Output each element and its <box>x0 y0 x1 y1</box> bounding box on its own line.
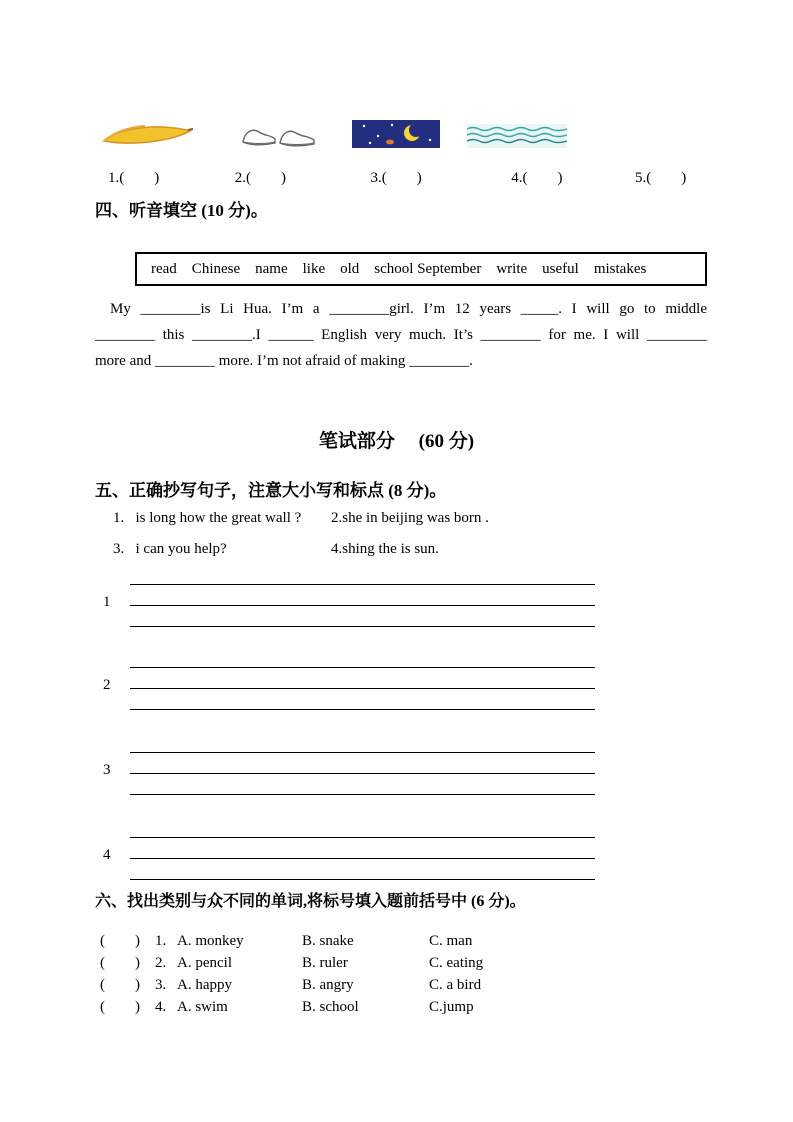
section6-title: 六、找出类别与众不同的单词,将标号填入题前括号中 (6 分)。 <box>95 893 526 910</box>
answer-slot-2: 2.( ) <box>234 170 286 186</box>
writing-lines <box>130 752 595 795</box>
option-c: C.jump <box>429 999 474 1015</box>
copy-lines-group-3 <box>103 752 595 795</box>
odd-one-out-row-3 <box>100 977 481 994</box>
copy-lines-group-2 <box>103 667 595 710</box>
writing-line <box>130 858 595 879</box>
writing-line <box>130 667 595 688</box>
sentence-3: 3. i can you help? <box>113 541 227 557</box>
writing-line <box>130 794 595 795</box>
row-number: 3. <box>155 977 167 993</box>
sentence-1: 1. is long how the great wall ? <box>113 510 302 526</box>
odd-one-out-row-2 <box>100 955 483 972</box>
section5-sentences-row-2 <box>113 541 439 558</box>
cloze-line-2: ________ this ________.I ______ English very much. It’s ________ for me. I will ________ <box>95 327 707 343</box>
answer-paren: ( ) <box>100 977 140 993</box>
option-c: C. a bird <box>429 977 482 993</box>
writing-line <box>130 709 595 710</box>
option-a: A. pencil <box>177 955 232 971</box>
sentence-2: 2.she in beijing was born . <box>331 510 489 526</box>
answer-paren: ( ) <box>100 999 140 1015</box>
answer-slot-5: 5.( ) <box>635 170 687 186</box>
copy-group-number-2: 2 <box>103 677 111 693</box>
option-c: C. man <box>429 933 473 949</box>
answer-paren: ( ) <box>100 955 140 971</box>
word-bank-box: read Chinese name like old school September write useful mistakes <box>135 252 707 286</box>
copy-group-number-3: 3 <box>103 762 111 778</box>
answer-slot-4: 4.( ) <box>511 170 563 186</box>
writing-line <box>130 626 595 627</box>
option-b: B. ruler <box>302 955 348 971</box>
writing-line <box>130 688 595 709</box>
writing-line <box>130 773 595 794</box>
answer-slot-3: 3.( ) <box>370 170 422 186</box>
option-b: B. angry <box>302 977 354 993</box>
copy-lines-group-4 <box>103 837 595 880</box>
night-sky-picture-icon <box>352 120 440 148</box>
option-a: A. swim <box>177 999 228 1015</box>
answer-slot-1: 1.( ) <box>108 170 160 186</box>
banana-picture-icon <box>100 122 195 148</box>
row-number: 1. <box>155 933 167 949</box>
section5-title: 五、正确抄写句子，注意大小写和标点 (8 分)。 <box>95 481 447 500</box>
listening-pictures-row <box>100 120 567 148</box>
writing-line <box>130 752 595 773</box>
option-a: A. happy <box>177 977 232 993</box>
writing-lines <box>130 584 595 627</box>
ocean-waves-picture-icon <box>467 124 567 148</box>
row-number: 2. <box>155 955 167 971</box>
section4-title: 四、听音填空 (10 分)。 <box>95 201 268 220</box>
copy-lines-group-1 <box>103 584 595 627</box>
writing-line <box>130 879 595 880</box>
shoes-picture-icon <box>240 122 318 148</box>
answer-paren: ( ) <box>100 933 140 949</box>
sentence-4: 4.shing the is sun. <box>331 541 439 557</box>
odd-one-out-row-1 <box>100 933 472 950</box>
writing-line <box>130 584 595 605</box>
section5-sentences-row-1 <box>113 510 489 527</box>
writing-line <box>130 605 595 626</box>
row-number: 4. <box>155 999 167 1015</box>
cloze-paragraph <box>95 296 707 374</box>
odd-one-out-row-4 <box>100 999 474 1016</box>
option-c: C. eating <box>429 955 484 971</box>
picture-answer-slots <box>108 166 686 187</box>
writing-lines <box>130 667 595 710</box>
cloze-line-3: more and ________ more. I’m not afraid of making ________. <box>95 353 473 369</box>
option-b: B. school <box>302 999 359 1015</box>
copy-group-number-4: 4 <box>103 847 111 863</box>
copy-group-number-1: 1 <box>103 594 111 610</box>
option-b: B. snake <box>302 933 354 949</box>
option-a: A. monkey <box>177 933 244 949</box>
writing-lines <box>130 837 595 880</box>
cloze-line-1: My ________is Li Hua. I’m a ________girl. I’m 12 years _____. I will go to middle <box>110 301 707 317</box>
writing-line <box>130 837 595 858</box>
written-part-heading: 笔试部分 (60 分) <box>318 431 475 452</box>
